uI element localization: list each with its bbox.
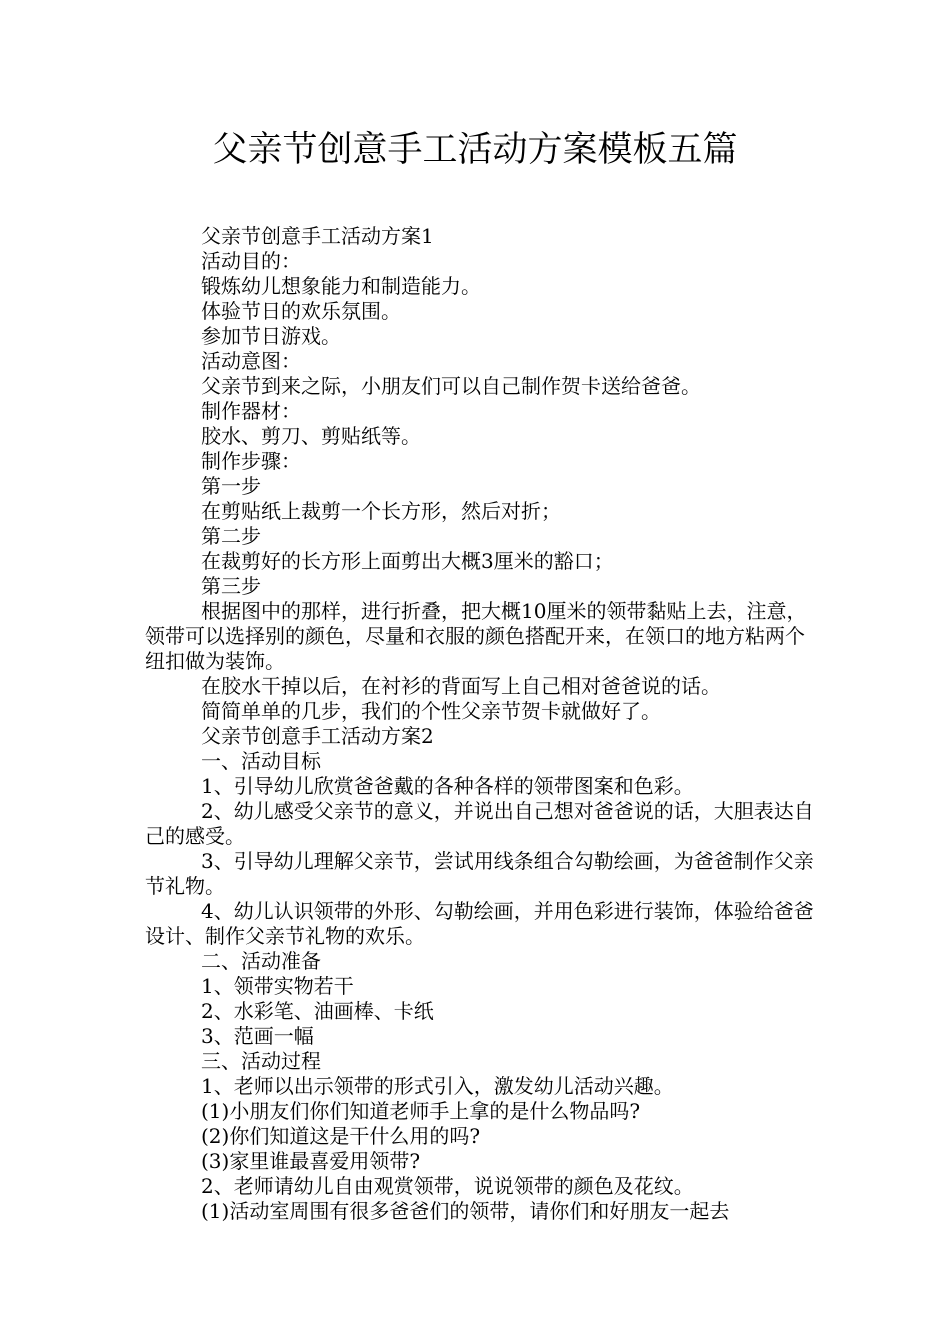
section-heading: 父亲节创意手工活动方案1 bbox=[201, 224, 434, 248]
paragraph: 胶水、剪刀、剪贴纸等。 bbox=[201, 424, 421, 448]
paragraph: 活动意图： bbox=[201, 349, 301, 373]
paragraph: 在胶水干掉以后，在衬衫的背面写上自己相对爸爸说的话。 bbox=[201, 674, 721, 698]
paragraph: 2、水彩笔、油画棒、卡纸 bbox=[201, 999, 434, 1023]
paragraph: 1、领带实物若干 bbox=[201, 974, 354, 998]
paragraph: 根据图中的那样，进行折叠，把大概10厘米的领带黏贴上去，注意，领带可以选择别的颜色，尽量和衣服的颜色搭配开来，在领口的地方粘两个纽扣做为装饰。 bbox=[145, 599, 807, 673]
paragraph: 2、幼儿感受父亲节的意义，并说出自己想对爸爸说的话，大胆表达自己的感受。 bbox=[145, 799, 814, 848]
paragraph: 在裁剪好的长方形上面剪出大概3厘米的豁口； bbox=[201, 549, 614, 573]
paragraph: 2、老师请幼儿自由观赏领带，说说领带的颜色及花纹。 bbox=[201, 1174, 694, 1198]
paragraph: 简简单单的几步，我们的个性父亲节贺卡就做好了。 bbox=[201, 699, 661, 723]
paragraph: 活动目的： bbox=[201, 249, 301, 273]
paragraph: (1)活动室周围有很多爸爸们的领带，请你们和好朋友一起去 bbox=[201, 1199, 730, 1223]
paragraph: (3)家里谁最喜爱用领带? bbox=[201, 1149, 421, 1173]
paragraph: 锻炼幼儿想象能力和制造能力。 bbox=[201, 274, 481, 298]
paragraph: 三、活动过程 bbox=[201, 1049, 321, 1073]
paragraph: (2)你们知道这是干什么用的吗? bbox=[201, 1124, 481, 1148]
paragraph: 第三步 bbox=[201, 574, 261, 598]
document-title: 父亲节创意手工活动方案模板五篇 bbox=[212, 130, 738, 170]
paragraph: 制作器材： bbox=[201, 399, 301, 423]
paragraph: 一、活动目标 bbox=[201, 749, 321, 773]
paragraph: 父亲节到来之际，小朋友们可以自己制作贺卡送给爸爸。 bbox=[201, 374, 701, 398]
paragraph: 体验节日的欢乐氛围。 bbox=[201, 299, 401, 323]
paragraph: 第一步 bbox=[201, 474, 261, 498]
paragraph: 1、老师以出示领带的形式引入，激发幼儿活动兴趣。 bbox=[201, 1074, 674, 1098]
paragraph: 在剪贴纸上裁剪一个长方形，然后对折； bbox=[201, 499, 561, 523]
paragraph: 4、幼儿认识领带的外形、勾勒绘画，并用色彩进行装饰，体验给爸爸设计、制作父亲节礼物的欢乐。 bbox=[145, 899, 814, 948]
paragraph: 3、范画一幅 bbox=[201, 1024, 314, 1048]
document-body bbox=[145, 224, 815, 1224]
section-heading: 父亲节创意手工活动方案2 bbox=[201, 724, 434, 748]
paragraph: 3、引导幼儿理解父亲节，尝试用线条组合勾勒绘画，为爸爸制作父亲节礼物。 bbox=[145, 849, 814, 898]
paragraph: 制作步骤： bbox=[201, 449, 301, 473]
paragraph: 第二步 bbox=[201, 524, 261, 548]
paragraph: 二、活动准备 bbox=[201, 949, 321, 973]
paragraph: 参加节日游戏。 bbox=[201, 324, 341, 348]
paragraph: 1、引导幼儿欣赏爸爸戴的各种各样的领带图案和色彩。 bbox=[201, 774, 694, 798]
paragraph: (1)小朋友们你们知道老师手上拿的是什么物品吗? bbox=[201, 1099, 641, 1123]
